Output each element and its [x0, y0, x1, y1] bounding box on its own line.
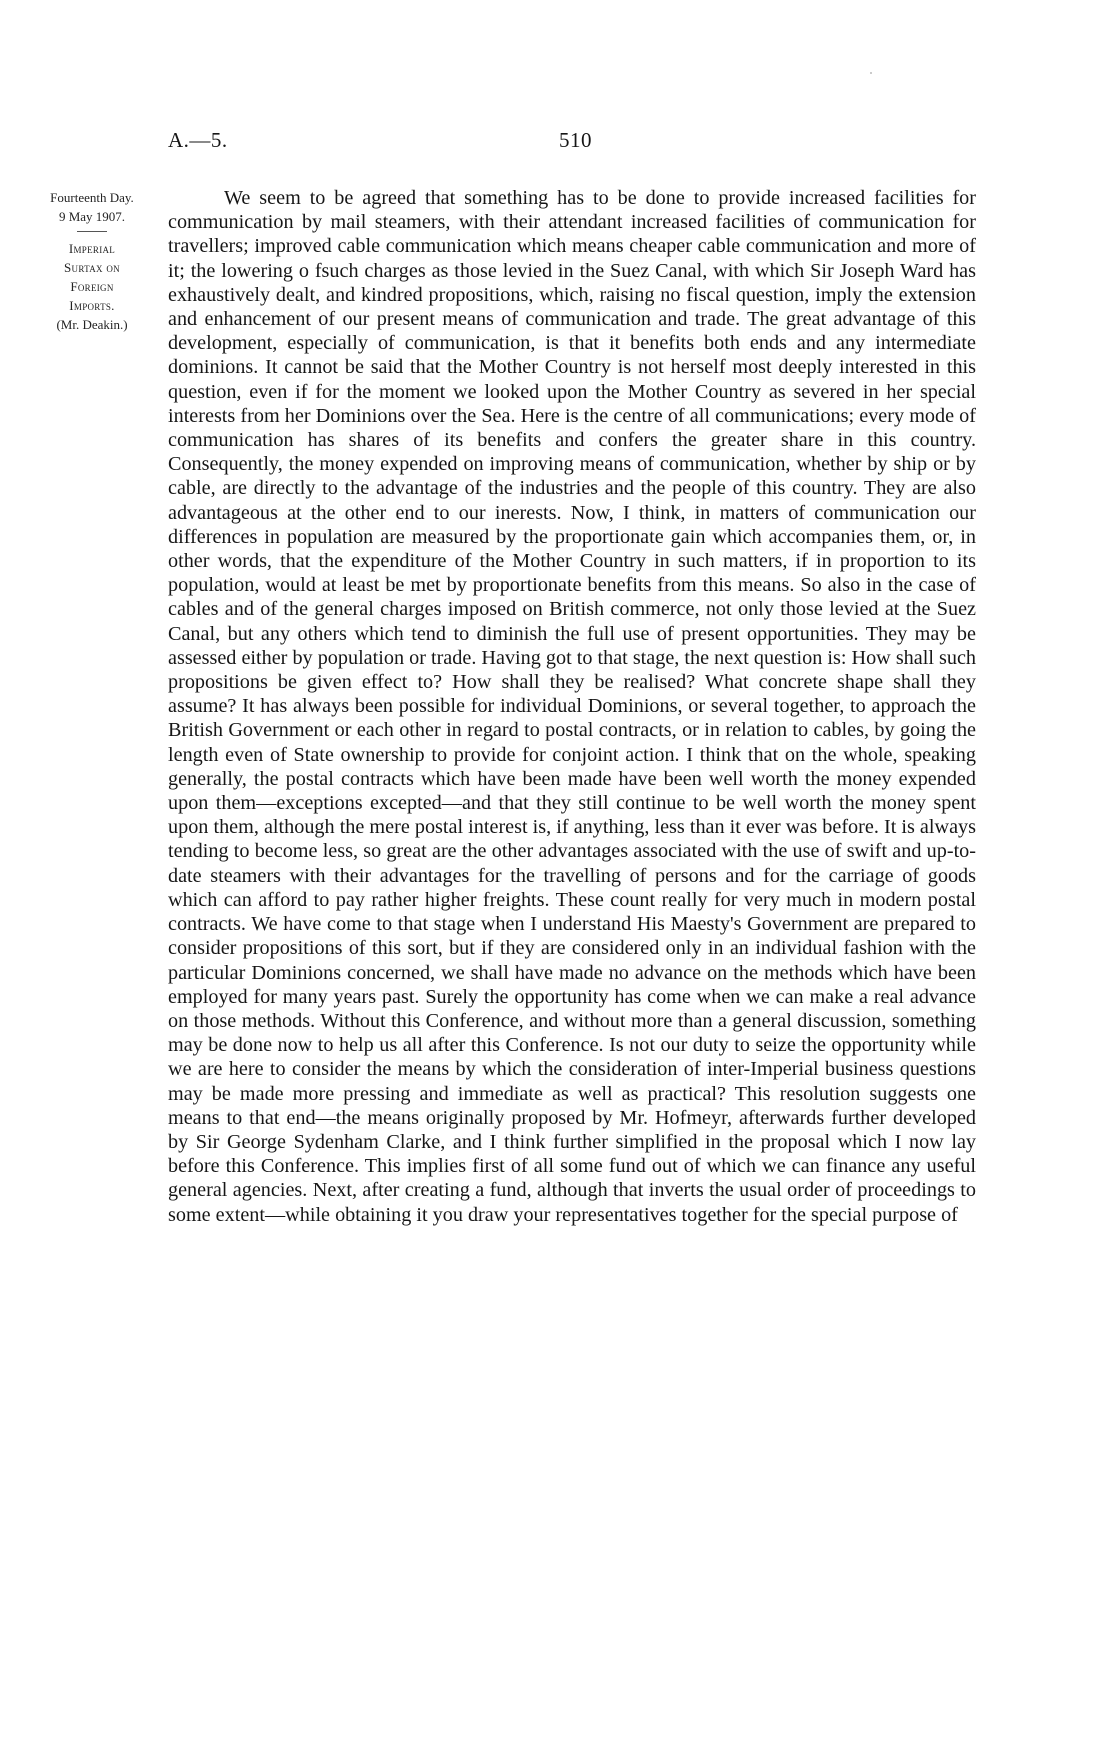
margin-note-divider	[77, 231, 107, 232]
margin-note-subject-line-3: Foreign	[70, 279, 114, 294]
body-paragraph: We seem to be agreed that something has to be done to provide increased facilities for communication by mail steamers, with their attendant increased facilities of communication for travellers; improved cable communication which means cheaper cable communication and more of it; the lowering o fsuch charges as those levied in the Suez Canal, with which Sir Joseph Ward has exhaustively dealt, and kindred propositions, which, raising no fiscal question, imply the extension and enhancement of our present means of communication and trade. The great advantage of this development, especially of communication, is that it benefits both ends and any intermediate dominions. It cannot be said that the Mother Country is not herself most deeply interested in this question, even if for the moment we looked upon the Mother Country as severed in her special interests from her Dominions over the Sea. Here is the centre of all communications; every mode of communication has shares of its benefits and confers the greater share in this country. Consequently, the money expended on improving means of communication, whether by ship or by cable, are directly to the advantage of the industries and the people of this country. They are also advantageous at the other end to our inerests. Now, I think, in matters of communication our differences in population are measured by the proportionate gain which accompanies them, or, in other words, that the expenditure of the Mother Country in such matters, if in proportion to its population, would at least be met by proportionate benefits from this means. So also in the case of cables and of the general charges imposed on British commerce, not only those levied at the Suez Canal, but any others which tend to diminish the full use of present opportunities. They may be assessed either by population or trade. Having got to that stage, the next question is: How shall such propositions be given effect to? How shall they be realised? What concrete shape shall they assume? It has always been possible for individual Dominions, or several together, to approach the British Government or each other in regard to postal contracts, or in relation to cables, by going the length even of State ownership to provide for conjoint action. I think that on the whole, speaking generally, the postal contracts which have been made have been well worth the money expended upon them—exceptions excepted—and that they still continue to be well worth the money spent upon them, although the mere postal interest is, if anything, less than it ever was before. It is always tending to become less, so great are the other advantages associated with the use of swift and up-to-date steamers with their advantages for the travelling of persons and for the carriage of goods which can afford to pay rather higher freights. These count really for very much in modern postal contracts. We have come to that stage when I understand His Maesty's Government are prepared to consider propositions of this sort, but if they are considered only in an individual fashion with the particular Dominions concerned, we shall have made no advance on the methods which have been employed for many years past. Surely the opportunity has come when we can make a real advance on those methods. Without this Conference, and without more than a general discussion, something may be done now to help us all after this Conference. Is not our duty to seize the opportunity while we are here to consider the means by which the consideration of inter-Imperial business questions may be made more pressing and immediate as well as practical? This resolution suggests one means to that end—the means originally proposed by Mr. Hofmeyr, afterwards further developed by Sir George Sydenham Clarke, and I think further simplified in the proposal which I now lay before this Conference. This implies first of all some fund out of which we can finance any useful general agencies. Next, after creating a fund, although that inverts the usual order of proceedings to some extent—while obtaining it you draw your representatives together for the special purpose of	[168, 187, 976, 1226]
page-number: 510	[559, 128, 592, 152]
margin-note-date: 9 May 1907.	[58, 209, 126, 224]
margin-note-day: Fourteenth Day.	[50, 190, 134, 205]
margin-note-subject-line-2: Surtax on	[64, 260, 120, 275]
margin-note	[28, 188, 156, 334]
margin-note-speaker: (Mr. Deakin.)	[56, 317, 128, 332]
margin-note-subject-line-1: Imperial	[68, 241, 116, 256]
paper-speck	[870, 72, 872, 74]
margin-note-subject-line-4: Imports.	[69, 298, 115, 313]
document-reference: A.—5.	[168, 128, 228, 152]
